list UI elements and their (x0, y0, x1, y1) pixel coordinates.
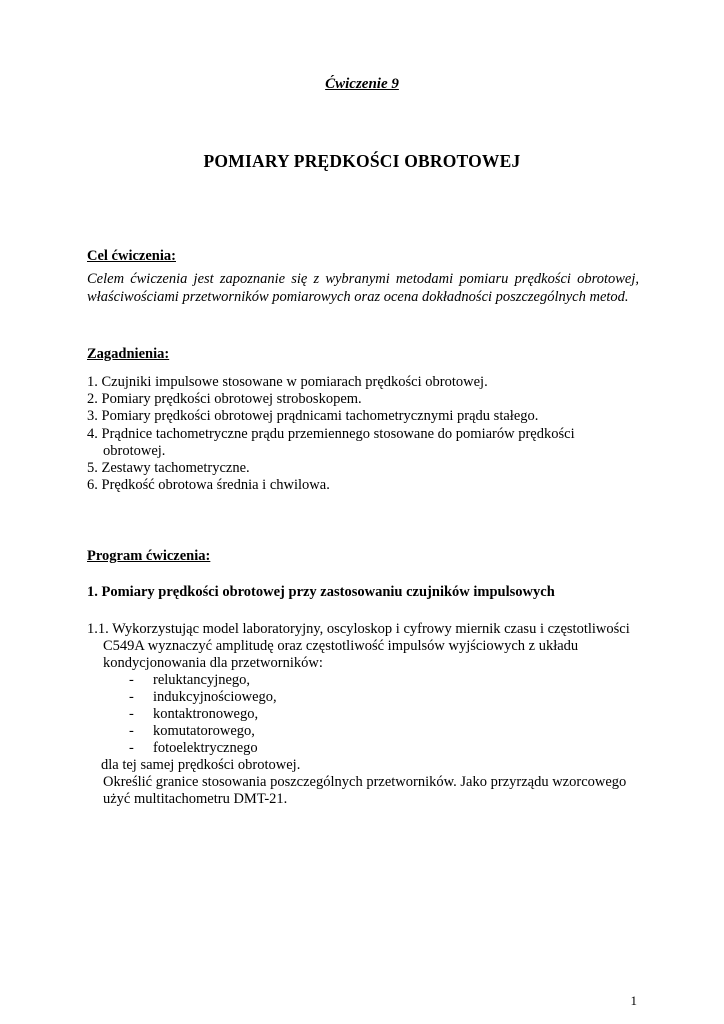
dash-marker: - (129, 723, 134, 739)
list-item: obrotowej. (103, 442, 166, 459)
list-item: 2. Pomiary prędkości obrotowej stroboskopem. (87, 391, 362, 408)
list-item (87, 672, 647, 689)
program-heading: Program ćwiczenia: (87, 548, 211, 564)
dash-marker: - (129, 672, 134, 688)
page-title: POMIARY PRĘDKOŚCI OBROTOWEJ (203, 151, 521, 171)
paragraph-line: C549A wyznaczyć amplitudę oraz częstotliwość impulsów wyjściowych z układu (103, 638, 579, 654)
topics-heading: Zagadnienia: (87, 346, 170, 362)
list-item (87, 706, 647, 723)
list-item: 1. Czujniki impulsowe stosowane w pomiarach prędkości obrotowej. (87, 374, 488, 390)
transducer-name: kontaktronowego, (153, 706, 259, 722)
paragraph-line: dla tej samej prędkości obrotowej. (101, 757, 301, 773)
topics-list (87, 374, 647, 494)
paragraph-line: kondycjonowania dla przetworników: (103, 655, 323, 671)
list-item: 5. Zestawy tachometryczne. (87, 460, 250, 477)
aim-text (87, 270, 639, 306)
section-1-title: 1. Pomiary prędkości obrotowej przy zastosowaniu czujników impulsowych (87, 584, 555, 600)
list-item: 3. Pomiary prędkości obrotowej prądnicami tachometrycznymi prądu stałego. (87, 408, 539, 425)
list-item: 6. Prędkość obrotowa średnia i chwilowa. (87, 477, 330, 494)
paragraph-line: 1.1. Wykorzystując model laboratoryjny, oscyloskop i cyfrowy miernik czasu i częstotliwości (87, 621, 630, 637)
transducer-name: reluktancyjnego, (153, 672, 251, 688)
dash-marker: - (129, 689, 134, 705)
exercise-label: Ćwiczenie 9 (325, 76, 399, 92)
dash-marker: - (129, 740, 134, 756)
aim-heading: Cel ćwiczenia: (87, 248, 176, 264)
paragraph-line: Określić granice stosowania poszczególnych przetworników. Jako przyrządu wzorcowego (103, 774, 627, 790)
transducer-name: indukcyjnościowego, (153, 689, 277, 705)
transducer-name: komutatorowego, (153, 723, 255, 739)
paragraph-line: użyć multitachometru DMT-21. (103, 791, 288, 807)
transducer-name: fotoelektrycznego (153, 740, 258, 756)
page-number: 1 (630, 993, 637, 1008)
list-item (87, 723, 647, 740)
aim-line-2: właściwościami przetworników pomiarowych oraz ocena dokładności poszczególnych metod. (87, 289, 629, 305)
list-item (87, 740, 647, 757)
section-1-body (87, 621, 647, 808)
list-item (87, 689, 647, 706)
aim-line-1: Celem ćwiczenia jest zapoznanie się z wybranymi metodami pomiaru prędkości obrotowej, (87, 271, 639, 287)
dash-marker: - (129, 706, 134, 722)
list-item: 4. Prądnice tachometryczne prądu przemiennego stosowane do pomiarów prędkości (87, 425, 575, 442)
